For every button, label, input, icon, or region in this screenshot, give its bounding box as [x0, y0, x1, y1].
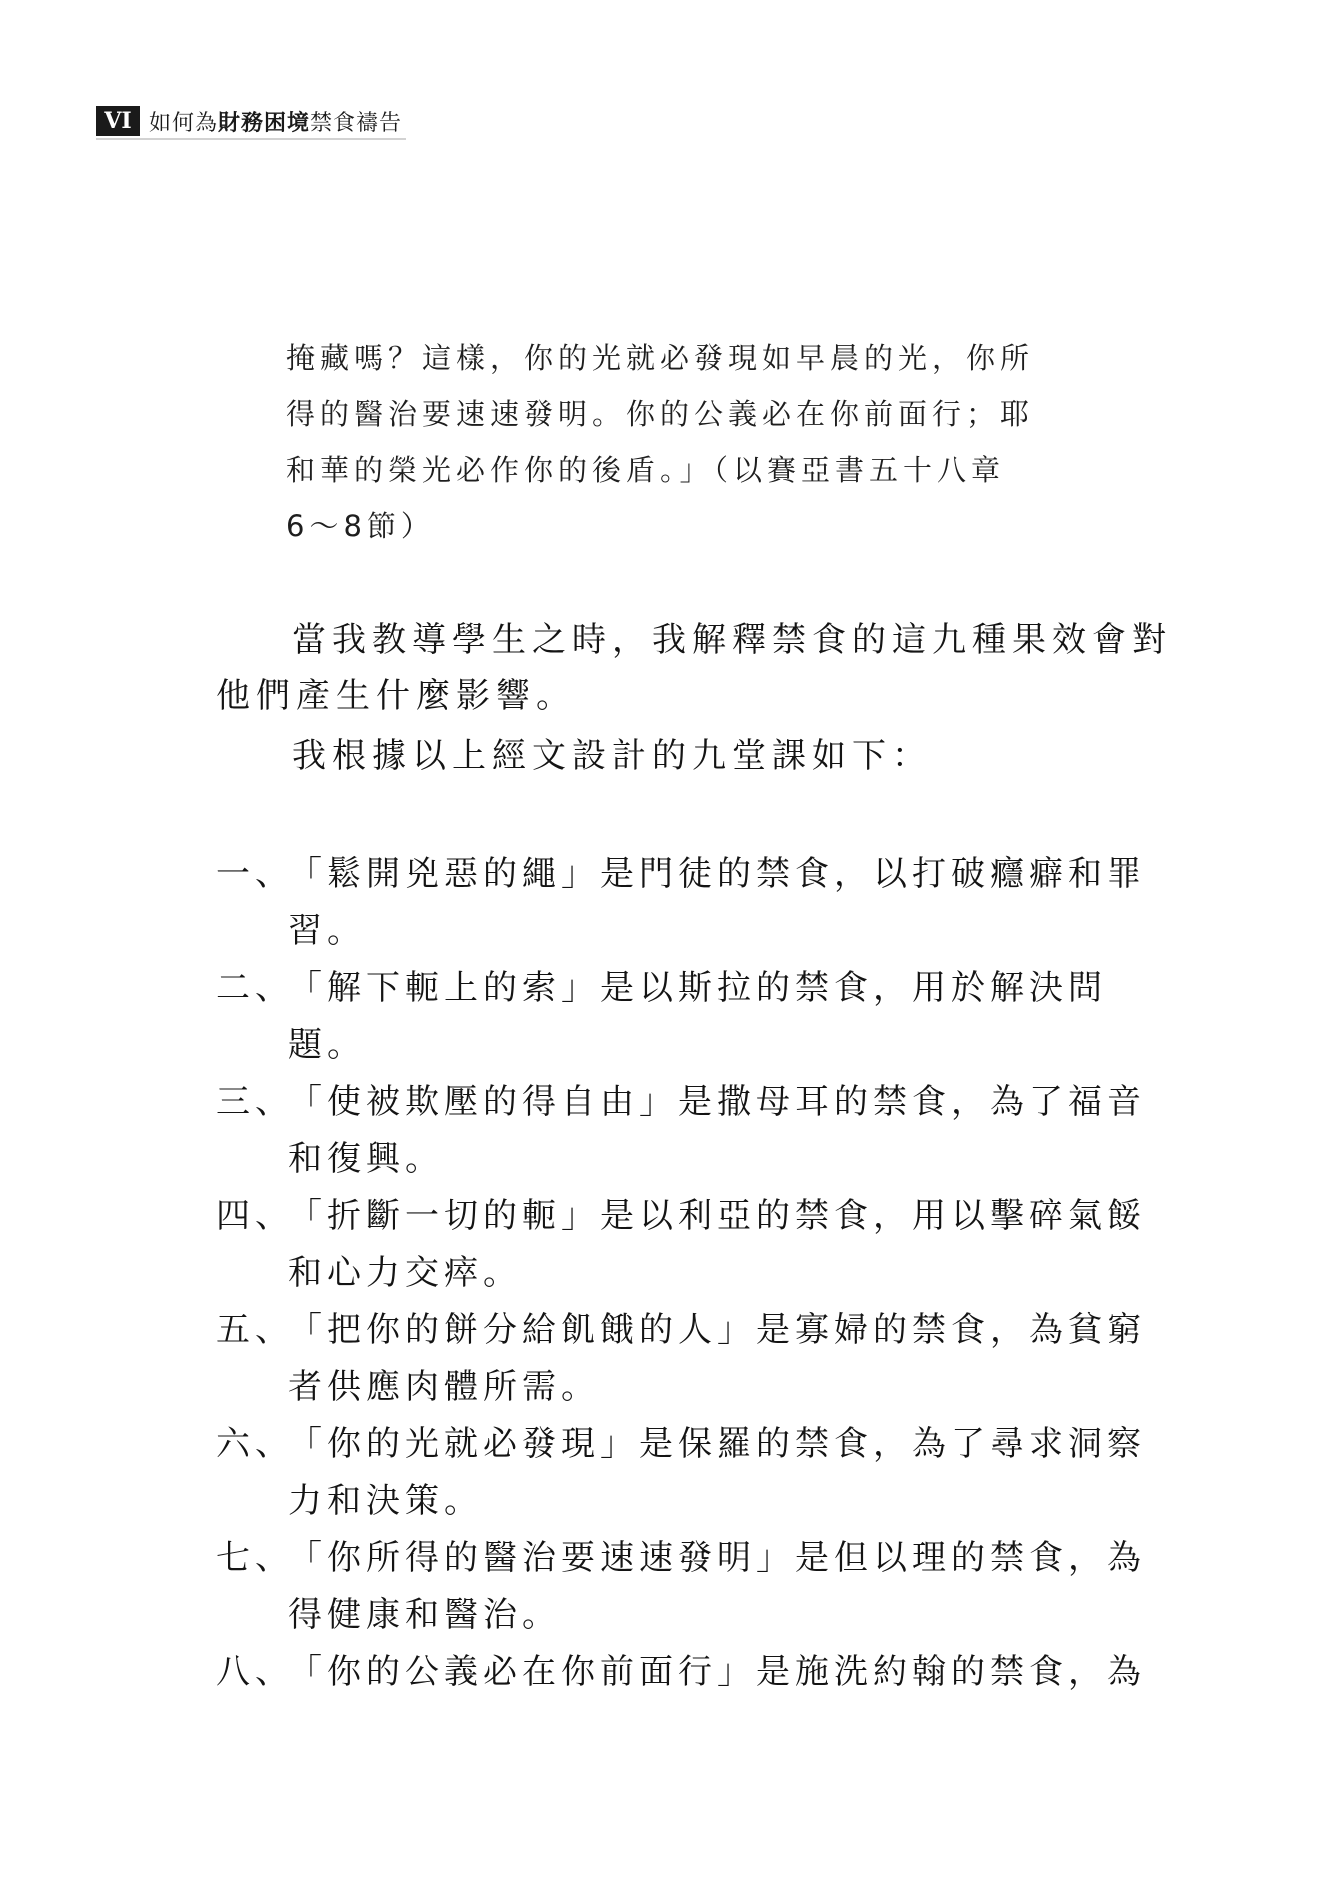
list-item — [216, 1188, 1176, 1302]
list-item-continuation: 和心力交瘁。 — [288, 1253, 522, 1293]
list-item-text: 「你的公義必在你前面行」是施洗約翰的禁食，為 — [288, 1652, 1146, 1692]
list-item-text: 「你的光就必發現」是保羅的禁食，為了尋求洞察 — [288, 1424, 1146, 1464]
list-item-continuation: 題。 — [288, 1025, 366, 1065]
list-item-number: 四、 — [216, 1196, 294, 1236]
paragraph-1-line-2: 他們產生什麼影響。 — [216, 676, 576, 716]
list-item-text: 「使被欺壓的得自由」是撒母耳的禁食，為了福音 — [288, 1082, 1146, 1122]
paragraph-1 — [216, 612, 1172, 724]
quote-line: 掩藏嗎？這樣，你的光就必發現如早晨的光，你所 — [286, 341, 1035, 375]
body-text — [216, 612, 1172, 784]
list-item-continuation: 和復興。 — [288, 1139, 444, 1179]
quote-line: 6～8節） — [286, 509, 435, 543]
list-item-number: 八、 — [216, 1652, 294, 1692]
book-title-part1: 如何為 — [149, 110, 219, 136]
list-item — [216, 1302, 1176, 1416]
list-item — [216, 1644, 1176, 1701]
quote-line: 和華的榮光必作你的後盾。」（以賽亞書五十八章 — [286, 453, 1006, 487]
running-header — [96, 104, 406, 140]
list-item-continuation: 者供應肉體所需。 — [288, 1367, 600, 1407]
list-item-number: 五、 — [216, 1310, 294, 1350]
list-item — [216, 1416, 1176, 1530]
quote-line: 得的醫治要速速發明。你的公義必在你前面行；耶 — [286, 397, 1035, 431]
list-item-number: 七、 — [216, 1538, 294, 1578]
list-item-number: 三、 — [216, 1082, 294, 1122]
page-folio: VI — [96, 106, 140, 136]
list-item — [216, 960, 1176, 1074]
book-title-part2: 禁食禱告 — [310, 110, 403, 136]
list-item — [216, 846, 1176, 960]
paragraph-2-text: 我根據以上經文設計的九堂課如下： — [292, 736, 932, 776]
list-item-text: 「把你的餅分給飢餓的人」是寡婦的禁食，為貧窮 — [288, 1310, 1146, 1350]
list-item-continuation: 力和決策。 — [288, 1481, 483, 1521]
list-item — [216, 1074, 1176, 1188]
list-item — [216, 1530, 1176, 1644]
list-item-number: 一、 — [216, 854, 294, 894]
scripture-quote — [286, 330, 1086, 554]
list-item-number: 六、 — [216, 1424, 294, 1464]
book-title-emphasis: 財務困境 — [218, 110, 311, 136]
lesson-list — [216, 846, 1176, 1701]
paragraph-1-line-1: 當我教導學生之時，我解釋禁食的這九種果效會對 — [292, 620, 1172, 660]
list-item-continuation: 得健康和醫治。 — [288, 1595, 561, 1635]
list-item-number: 二、 — [216, 968, 294, 1008]
list-item-continuation: 習。 — [288, 911, 366, 951]
book-title — [149, 106, 402, 137]
list-item-text: 「折斷一切的軛」是以利亞的禁食，用以擊碎氣餒 — [288, 1196, 1146, 1236]
list-item-text: 「你所得的醫治要速速發明」是但以理的禁食，為 — [288, 1538, 1146, 1578]
paragraph-2 — [216, 728, 1162, 784]
list-item-text: 「解下軛上的索」是以斯拉的禁食，用於解決問 — [288, 968, 1107, 1008]
list-item-text: 「鬆開兇惡的繩」是門徒的禁食，以打破癮癖和罪 — [288, 854, 1146, 894]
